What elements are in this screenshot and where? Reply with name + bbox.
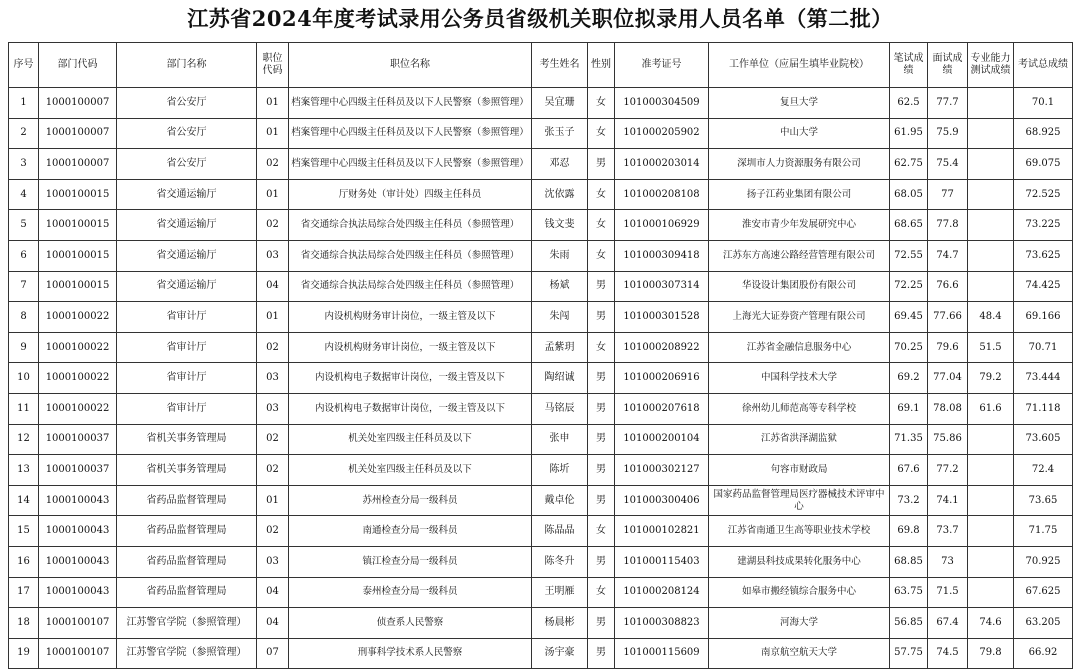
cell-pos-code: 03 <box>257 240 289 271</box>
cell-name: 杨斌 <box>532 271 588 302</box>
cell-dept-name: 江苏警官学院（参照管理） <box>117 638 257 669</box>
cell-pro-test <box>968 424 1014 455</box>
cell-pos-name: 泰州检查分局一级科员 <box>289 577 532 608</box>
cell-pos-name: 档案管理中心四级主任科员及以下人民警察（参照管理） <box>289 88 532 119</box>
cell-exam-no: 101000304509 <box>615 88 709 119</box>
cell-seq: 10 <box>9 363 39 394</box>
cell-pro-test: 61.6 <box>968 393 1014 424</box>
header-pos-code: 职位代码 <box>257 43 289 88</box>
cell-employer: 中国科学技术大学 <box>709 363 890 394</box>
cell-seq: 8 <box>9 302 39 333</box>
cell-written: 70.25 <box>890 332 928 363</box>
cell-dept-code: 1000100007 <box>39 88 117 119</box>
cell-dept-name: 省交通运输厅 <box>117 179 257 210</box>
cell-exam-no: 101000300406 <box>615 485 709 516</box>
cell-pos-code: 01 <box>257 88 289 119</box>
cell-interview: 77.7 <box>928 88 968 119</box>
cell-total: 72.4 <box>1014 455 1073 486</box>
cell-written: 71.35 <box>890 424 928 455</box>
cell-pro-test <box>968 455 1014 486</box>
cell-pos-name: 档案管理中心四级主任科员及以下人民警察（参照管理） <box>289 149 532 180</box>
cell-dept-name: 省药品监督管理局 <box>117 577 257 608</box>
table-row <box>9 88 1073 119</box>
cell-dept-name: 江苏警官学院（参照管理） <box>117 608 257 639</box>
cell-gender: 男 <box>588 302 615 333</box>
cell-dept-code: 1000100037 <box>39 455 117 486</box>
cell-pro-test <box>968 210 1014 241</box>
cell-pro-test <box>968 516 1014 547</box>
cell-seq: 16 <box>9 546 39 577</box>
table-row <box>9 546 1073 577</box>
cell-pro-test <box>968 149 1014 180</box>
cell-written: 72.55 <box>890 240 928 271</box>
table-row <box>9 516 1073 547</box>
cell-total: 66.92 <box>1014 638 1073 669</box>
cell-exam-no: 101000200104 <box>615 424 709 455</box>
cell-pro-test: 79.8 <box>968 638 1014 669</box>
header-gender: 性别 <box>588 43 615 88</box>
cell-seq: 4 <box>9 179 39 210</box>
cell-gender: 女 <box>588 210 615 241</box>
cell-employer: 建湖县科技成果转化服务中心 <box>709 546 890 577</box>
table-row <box>9 638 1073 669</box>
cell-pos-name: 苏州检查分局一级科员 <box>289 485 532 516</box>
cell-dept-name: 省公安厅 <box>117 118 257 149</box>
table-row <box>9 455 1073 486</box>
cell-interview: 77 <box>928 179 968 210</box>
cell-exam-no: 101000102821 <box>615 516 709 547</box>
cell-employer: 上海光大证券资产管理有限公司 <box>709 302 890 333</box>
cell-gender: 男 <box>588 363 615 394</box>
cell-pos-name: 内设机构财务审计岗位，一级主管及以下 <box>289 332 532 363</box>
cell-employer: 句容市财政局 <box>709 455 890 486</box>
cell-exam-no: 101000208108 <box>615 179 709 210</box>
cell-seq: 15 <box>9 516 39 547</box>
cell-dept-code: 1000100015 <box>39 210 117 241</box>
cell-gender: 男 <box>588 455 615 486</box>
cell-dept-name: 省审计厅 <box>117 332 257 363</box>
header-written: 笔试成绩 <box>890 43 928 88</box>
cell-pos-name: 南通检查分局一级科员 <box>289 516 532 547</box>
cell-name: 陈晶晶 <box>532 516 588 547</box>
cell-gender: 男 <box>588 608 615 639</box>
cell-pos-code: 01 <box>257 179 289 210</box>
cell-total: 73.625 <box>1014 240 1073 271</box>
cell-pos-code: 04 <box>257 608 289 639</box>
cell-interview: 74.5 <box>928 638 968 669</box>
cell-seq: 14 <box>9 485 39 516</box>
cell-name: 杨晨彬 <box>532 608 588 639</box>
cell-employer: 南京航空航天大学 <box>709 638 890 669</box>
cell-pos-code: 04 <box>257 271 289 302</box>
cell-employer: 江苏省南通卫生高等职业技术学校 <box>709 516 890 547</box>
cell-seq: 5 <box>9 210 39 241</box>
cell-seq: 13 <box>9 455 39 486</box>
cell-exam-no: 101000308823 <box>615 608 709 639</box>
header-row <box>9 43 1073 88</box>
cell-name: 孟紫玥 <box>532 332 588 363</box>
cell-total: 68.925 <box>1014 118 1073 149</box>
cell-interview: 73 <box>928 546 968 577</box>
cell-gender: 男 <box>588 546 615 577</box>
cell-exam-no: 101000205902 <box>615 118 709 149</box>
cell-gender: 男 <box>588 424 615 455</box>
cell-dept-name: 省公安厅 <box>117 149 257 180</box>
table-row <box>9 302 1073 333</box>
cell-exam-no: 101000106929 <box>615 210 709 241</box>
cell-dept-code: 1000100043 <box>39 516 117 547</box>
cell-name: 吴宜珊 <box>532 88 588 119</box>
cell-total: 69.166 <box>1014 302 1073 333</box>
cell-exam-no: 101000309418 <box>615 240 709 271</box>
cell-total: 73.225 <box>1014 210 1073 241</box>
page-title: 江苏省2024年度考试录用公务员省级机关职位拟录用人员名单（第二批） <box>187 6 893 31</box>
cell-total: 67.625 <box>1014 577 1073 608</box>
cell-employer: 中山大学 <box>709 118 890 149</box>
cell-pro-test <box>968 118 1014 149</box>
cell-name: 马铭辰 <box>532 393 588 424</box>
cell-seq: 3 <box>9 149 39 180</box>
cell-employer: 江苏省金融信息服务中心 <box>709 332 890 363</box>
cell-pos-name: 镇江检查分局一级科员 <box>289 546 532 577</box>
cell-pro-test: 51.5 <box>968 332 1014 363</box>
cell-employer: 江苏东方高速公路经营管理有限公司 <box>709 240 890 271</box>
cell-employer: 江苏省洪泽湖监狱 <box>709 424 890 455</box>
table-row <box>9 424 1073 455</box>
cell-gender: 女 <box>588 332 615 363</box>
cell-employer: 国家药品监督管理局医疗器械技术评审中心 <box>709 485 890 516</box>
cell-dept-code: 1000100107 <box>39 608 117 639</box>
cell-written: 69.1 <box>890 393 928 424</box>
cell-dept-name: 省交通运输厅 <box>117 210 257 241</box>
cell-dept-name: 省药品监督管理局 <box>117 546 257 577</box>
cell-seq: 19 <box>9 638 39 669</box>
cell-pro-test <box>968 179 1014 210</box>
cell-gender: 男 <box>588 149 615 180</box>
header-name: 考生姓名 <box>532 43 588 88</box>
cell-pos-code: 02 <box>257 149 289 180</box>
table-row <box>9 332 1073 363</box>
cell-name: 戴卓伦 <box>532 485 588 516</box>
table-row <box>9 271 1073 302</box>
cell-exam-no: 101000206916 <box>615 363 709 394</box>
cell-name: 汤宇豪 <box>532 638 588 669</box>
table-row <box>9 210 1073 241</box>
cell-interview: 74.7 <box>928 240 968 271</box>
cell-dept-code: 1000100043 <box>39 546 117 577</box>
cell-exam-no: 101000115609 <box>615 638 709 669</box>
cell-interview: 73.7 <box>928 516 968 547</box>
cell-dept-name: 省机关事务管理局 <box>117 424 257 455</box>
cell-dept-code: 1000100007 <box>39 118 117 149</box>
cell-employer: 河海大学 <box>709 608 890 639</box>
header-seq: 序号 <box>9 43 39 88</box>
table-row <box>9 240 1073 271</box>
cell-gender: 男 <box>588 638 615 669</box>
cell-interview: 75.9 <box>928 118 968 149</box>
cell-name: 陶绍诚 <box>532 363 588 394</box>
cell-pro-test: 79.2 <box>968 363 1014 394</box>
cell-interview: 75.86 <box>928 424 968 455</box>
cell-dept-name: 省审计厅 <box>117 363 257 394</box>
cell-dept-name: 省审计厅 <box>117 302 257 333</box>
cell-pro-test <box>968 577 1014 608</box>
cell-written: 69.2 <box>890 363 928 394</box>
cell-name: 朱雨 <box>532 240 588 271</box>
cell-name: 陈圻 <box>532 455 588 486</box>
cell-dept-name: 省机关事务管理局 <box>117 455 257 486</box>
cell-pos-name: 省交通综合执法局综合处四级主任科员（参照管理） <box>289 271 532 302</box>
cell-written: 68.05 <box>890 179 928 210</box>
cell-dept-name: 省交通运输厅 <box>117 240 257 271</box>
table-row <box>9 608 1073 639</box>
cell-pos-name: 机关处室四级主任科员及以下 <box>289 455 532 486</box>
cell-written: 62.75 <box>890 149 928 180</box>
cell-seq: 18 <box>9 608 39 639</box>
cell-written: 57.75 <box>890 638 928 669</box>
table-row <box>9 179 1073 210</box>
cell-dept-name: 省药品监督管理局 <box>117 516 257 547</box>
table-row <box>9 485 1073 516</box>
cell-exam-no: 101000208124 <box>615 577 709 608</box>
cell-dept-code: 1000100022 <box>39 302 117 333</box>
cell-total: 73.444 <box>1014 363 1073 394</box>
cell-dept-name: 省公安厅 <box>117 88 257 119</box>
cell-written: 69.45 <box>890 302 928 333</box>
cell-interview: 75.4 <box>928 149 968 180</box>
cell-interview: 74.1 <box>928 485 968 516</box>
header-exam-no: 准考证号 <box>615 43 709 88</box>
cell-written: 68.85 <box>890 546 928 577</box>
cell-pos-name: 侦查系人民警察 <box>289 608 532 639</box>
header-pos-name: 职位名称 <box>289 43 532 88</box>
cell-pro-test <box>968 271 1014 302</box>
cell-written: 68.65 <box>890 210 928 241</box>
cell-interview: 77.8 <box>928 210 968 241</box>
cell-pos-code: 01 <box>257 302 289 333</box>
table-row <box>9 393 1073 424</box>
cell-dept-name: 省审计厅 <box>117 393 257 424</box>
cell-pos-code: 02 <box>257 455 289 486</box>
header-dept-name: 部门名称 <box>117 43 257 88</box>
cell-gender: 女 <box>588 88 615 119</box>
cell-pos-code: 04 <box>257 577 289 608</box>
cell-written: 67.6 <box>890 455 928 486</box>
cell-dept-code: 1000100015 <box>39 179 117 210</box>
header-interview: 面试成绩 <box>928 43 968 88</box>
cell-interview: 71.5 <box>928 577 968 608</box>
cell-dept-name: 省药品监督管理局 <box>117 485 257 516</box>
cell-dept-code: 1000100022 <box>39 393 117 424</box>
cell-exam-no: 101000207618 <box>615 393 709 424</box>
cell-dept-code: 1000100015 <box>39 240 117 271</box>
cell-total: 63.205 <box>1014 608 1073 639</box>
cell-total: 70.71 <box>1014 332 1073 363</box>
cell-written: 69.8 <box>890 516 928 547</box>
cell-interview: 77.66 <box>928 302 968 333</box>
cell-interview: 77.2 <box>928 455 968 486</box>
cell-employer: 淮安市青少年发展研究中心 <box>709 210 890 241</box>
cell-pos-name: 档案管理中心四级主任科员及以下人民警察（参照管理） <box>289 118 532 149</box>
cell-employer: 扬子江药业集团有限公司 <box>709 179 890 210</box>
cell-employer: 徐州幼儿师范高等专科学校 <box>709 393 890 424</box>
cell-dept-code: 1000100007 <box>39 149 117 180</box>
cell-total: 71.75 <box>1014 516 1073 547</box>
cell-pos-name: 刑事科学技术系人民警察 <box>289 638 532 669</box>
cell-pos-name: 省交通综合执法局综合处四级主任科员（参照管理） <box>289 240 532 271</box>
cell-total: 70.1 <box>1014 88 1073 119</box>
table-row <box>9 118 1073 149</box>
cell-pro-test: 74.6 <box>968 608 1014 639</box>
cell-pos-code: 02 <box>257 210 289 241</box>
cell-pos-name: 省交通综合执法局综合处四级主任科员（参照管理） <box>289 210 532 241</box>
cell-dept-name: 省交通运输厅 <box>117 271 257 302</box>
cell-seq: 7 <box>9 271 39 302</box>
cell-dept-code: 1000100037 <box>39 424 117 455</box>
cell-interview: 67.4 <box>928 608 968 639</box>
cell-written: 61.95 <box>890 118 928 149</box>
cell-written: 62.5 <box>890 88 928 119</box>
cell-name: 沈依露 <box>532 179 588 210</box>
cell-written: 56.85 <box>890 608 928 639</box>
cell-pos-code: 01 <box>257 485 289 516</box>
cell-name: 邓忍 <box>532 149 588 180</box>
cell-pos-code: 07 <box>257 638 289 669</box>
cell-seq: 12 <box>9 424 39 455</box>
cell-dept-code: 1000100043 <box>39 577 117 608</box>
table-row <box>9 363 1073 394</box>
cell-pos-name: 内设机构电子数据审计岗位，一级主管及以下 <box>289 363 532 394</box>
cell-seq: 1 <box>9 88 39 119</box>
cell-seq: 6 <box>9 240 39 271</box>
cell-exam-no: 101000307314 <box>615 271 709 302</box>
cell-written: 63.75 <box>890 577 928 608</box>
header-total: 考试总成绩 <box>1014 43 1073 88</box>
cell-dept-code: 1000100015 <box>39 271 117 302</box>
cell-interview: 76.6 <box>928 271 968 302</box>
cell-interview: 77.04 <box>928 363 968 394</box>
table-row <box>9 149 1073 180</box>
cell-pro-test <box>968 546 1014 577</box>
cell-pro-test <box>968 240 1014 271</box>
cell-gender: 女 <box>588 577 615 608</box>
cell-pos-code: 02 <box>257 424 289 455</box>
cell-exam-no: 101000115403 <box>615 546 709 577</box>
cell-total: 74.425 <box>1014 271 1073 302</box>
cell-pos-name: 内设机构财务审计岗位，一级主管及以下 <box>289 302 532 333</box>
cell-name: 朱闯 <box>532 302 588 333</box>
cell-seq: 17 <box>9 577 39 608</box>
cell-pos-code: 03 <box>257 393 289 424</box>
cell-pos-code: 03 <box>257 546 289 577</box>
cell-written: 73.2 <box>890 485 928 516</box>
cell-pro-test <box>968 485 1014 516</box>
cell-pro-test <box>968 88 1014 119</box>
cell-gender: 男 <box>588 485 615 516</box>
cell-seq: 9 <box>9 332 39 363</box>
cell-pos-name: 机关处室四级主任科员及以下 <box>289 424 532 455</box>
cell-employer: 华设设计集团股份有限公司 <box>709 271 890 302</box>
cell-total: 69.075 <box>1014 149 1073 180</box>
cell-employer: 复旦大学 <box>709 88 890 119</box>
cell-pos-code: 02 <box>257 332 289 363</box>
cell-exam-no: 101000203014 <box>615 149 709 180</box>
cell-name: 张玉子 <box>532 118 588 149</box>
cell-gender: 女 <box>588 118 615 149</box>
cell-pos-code: 02 <box>257 516 289 547</box>
cell-pos-code: 03 <box>257 363 289 394</box>
header-dept-code: 部门代码 <box>39 43 117 88</box>
cell-seq: 2 <box>9 118 39 149</box>
cell-pos-name: 内设机构电子数据审计岗位，一级主管及以下 <box>289 393 532 424</box>
cell-exam-no: 101000302127 <box>615 455 709 486</box>
cell-gender: 男 <box>588 393 615 424</box>
cell-name: 陈冬升 <box>532 546 588 577</box>
cell-gender: 男 <box>588 271 615 302</box>
cell-total: 73.65 <box>1014 485 1073 516</box>
cell-dept-code: 1000100107 <box>39 638 117 669</box>
cell-pos-name: 厅财务处（审计处）四级主任科员 <box>289 179 532 210</box>
cell-gender: 女 <box>588 240 615 271</box>
cell-pos-code: 01 <box>257 118 289 149</box>
cell-interview: 78.08 <box>928 393 968 424</box>
table-row <box>9 577 1073 608</box>
header-pro-test: 专业能力测试成绩 <box>968 43 1014 88</box>
cell-gender: 女 <box>588 179 615 210</box>
cell-total: 71.118 <box>1014 393 1073 424</box>
cell-name: 钱文斐 <box>532 210 588 241</box>
candidate-table <box>8 42 1073 669</box>
cell-exam-no: 101000301528 <box>615 302 709 333</box>
cell-interview: 79.6 <box>928 332 968 363</box>
cell-total: 70.925 <box>1014 546 1073 577</box>
cell-exam-no: 101000208922 <box>615 332 709 363</box>
cell-employer: 深圳市人力资源服务有限公司 <box>709 149 890 180</box>
cell-employer: 如皋市搬经镇综合服务中心 <box>709 577 890 608</box>
cell-dept-code: 1000100022 <box>39 363 117 394</box>
cell-pro-test: 48.4 <box>968 302 1014 333</box>
header-employer: 工作单位（应届生填毕业院校） <box>709 43 890 88</box>
cell-total: 73.605 <box>1014 424 1073 455</box>
cell-total: 72.525 <box>1014 179 1073 210</box>
cell-written: 72.25 <box>890 271 928 302</box>
cell-dept-code: 1000100022 <box>39 332 117 363</box>
cell-name: 张申 <box>532 424 588 455</box>
cell-name: 王明雁 <box>532 577 588 608</box>
cell-gender: 女 <box>588 516 615 547</box>
cell-seq: 11 <box>9 393 39 424</box>
cell-dept-code: 1000100043 <box>39 485 117 516</box>
